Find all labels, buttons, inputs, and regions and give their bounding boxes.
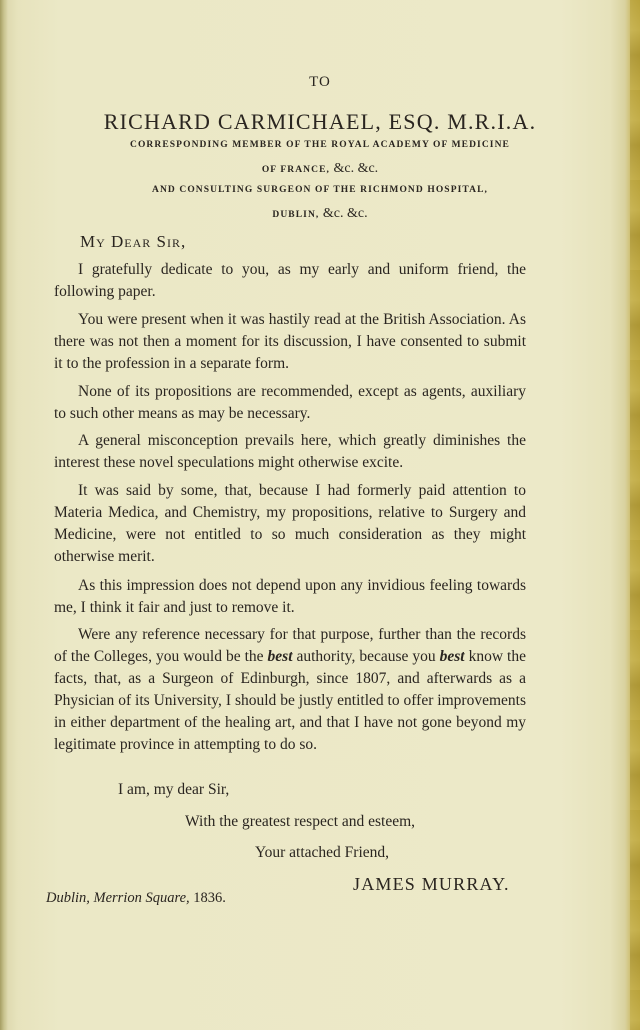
page-gutter-shadow — [0, 0, 8, 1030]
dedication-to: TO — [309, 74, 331, 90]
closing-line: I am, my dear Sir, — [118, 781, 230, 798]
emphasis-best: best — [439, 648, 465, 665]
closing-line: With the greatest respect and esteem, — [185, 813, 416, 830]
signature: JAMES MURRAY. — [353, 874, 510, 894]
title-text: OF FRANCE, — [261, 165, 330, 175]
emphasis-best: best — [267, 648, 293, 665]
paragraph-text: know the facts, that, as a Surgeon of Edinburgh, since 1807, and afterwards as a Physician of its University, I should be justly entitled to offer improvements in either department of the healing art, and that I have not gone beyond my legitimate province in attempting to do so. — [54, 648, 526, 753]
salutation: My Dear Sir, — [80, 232, 187, 251]
place-date — [46, 890, 226, 907]
dedicatee-name: RICHARD CARMICHAEL, ESQ. M.R.I.A. — [103, 109, 537, 134]
letter-paragraph: None of its propositions are recommended, except as agents, auxiliary to such other means as may be necessary. — [54, 383, 526, 422]
letter-paragraph: A general misconception prevails here, which greatly diminishes the interest these novel speculations might otherwise excite. — [54, 432, 526, 471]
dedicatee-title-line — [0, 185, 640, 195]
letter-paragraph — [54, 624, 526, 756]
closing-line: Your attached Friend, — [255, 844, 390, 861]
dedicatee-title-line — [0, 161, 640, 177]
dedicatee-title-line — [0, 206, 640, 222]
year: 1836. — [193, 890, 226, 906]
dedicatee-title-line — [0, 140, 640, 150]
letter-paragraph: It was said by some, that, because I had formerly paid attention to Materia Medica, and Chemistry, my propositions, relative to Surgery and Medicine, were not entitled to so much consideration as they might otherwise merit. — [54, 482, 526, 565]
page-edge-stain — [630, 0, 640, 1030]
title-text: AND CONSULTING SURGEON OF THE RICHMOND HOSPITAL, — [152, 185, 488, 195]
title-etc: &c. &c. — [333, 161, 379, 176]
paragraph-text: Were any reference necessary for that purpose, further than the records of the Colleges, you would be the — [54, 626, 526, 665]
title-etc: &c. &c. — [322, 206, 368, 221]
title-text: CORRESPONDING MEMBER OF THE ROYAL ACADEMY OF MEDICINE — [129, 140, 510, 150]
letter-paragraph: I gratefully dedicate to you, as my early and uniform friend, the following paper. — [54, 261, 526, 300]
title-text: DUBLIN, — [272, 210, 320, 220]
letter-paragraph: As this impression does not depend upon any invidious feeling towards me, I think it fair and just to remove it. — [54, 577, 526, 616]
place: Dublin, Merrion Square, — [46, 890, 190, 906]
letter-paragraph: You were present when it was hastily read at the British Association. As there was not then a moment for its discussion, I have consented to submit it to the profession in a separate form. — [54, 311, 526, 372]
paragraph-text: authority, because you — [292, 648, 440, 665]
